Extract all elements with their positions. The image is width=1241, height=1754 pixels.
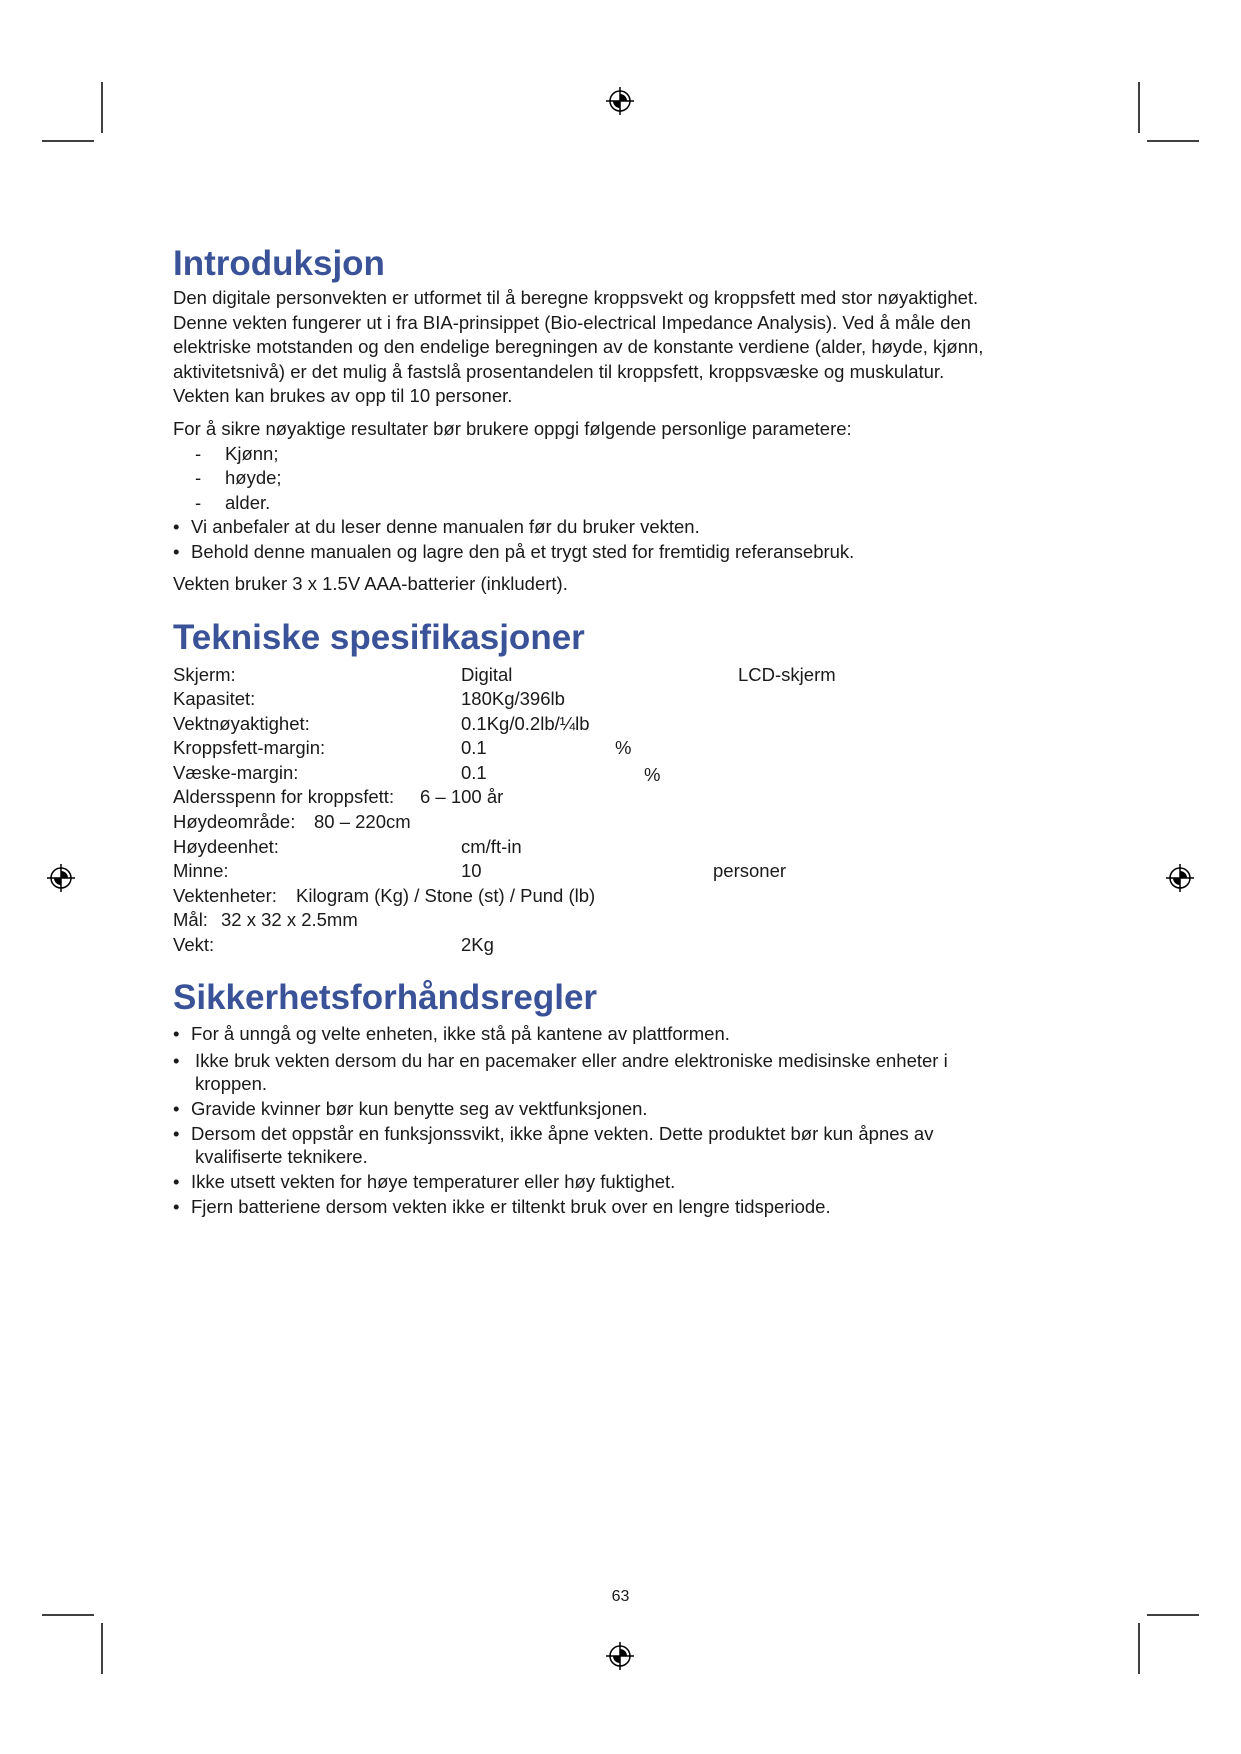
- safety-list: [173, 1022, 1073, 1218]
- param-item: - høyde;: [195, 467, 282, 488]
- safety-bullet: • Dersom det oppstår en funksjonssvikt, ikke åpne vekten. Dette produktet bør kun åpnes av kvalifiserte teknikere.: [173, 1123, 934, 1167]
- safety-bullet: • Gravide kvinner bør kun benytte seg av vektfunksjonen.: [173, 1098, 648, 1119]
- params-intro: For å sikre nøyaktige resultater bør brukere oppgi følgende personlige parametere:: [173, 418, 852, 439]
- intro-line: Den digitale personvekten er utformet til å beregne kroppsvekt og kroppsfett med stor nøyaktighet.: [173, 287, 979, 308]
- intro-bullet: • Behold denne manualen og lagre den på et trygt sted for fremtidig referansebruk.: [173, 540, 855, 562]
- intro-line: elektriske motstanden og den endelige beregningen av de konstante verdiene (alder, høyde, kjønn,: [173, 336, 984, 357]
- params-section: [173, 417, 1073, 564]
- safety-heading: Sikkerhetsforhåndsregler: [173, 978, 598, 1017]
- tech-heading: Tekniske spesifikasjoner: [173, 618, 585, 657]
- intro-line: Vekten kan brukes av opp til 10 personer.: [173, 385, 513, 406]
- param-item: - alder.: [195, 491, 271, 513]
- intro-bullet: • Vi anbefaler at du leser denne manualen før du bruker vekten.: [173, 516, 700, 537]
- intro-paragraph: [173, 286, 1073, 409]
- registration-mark-icon: [1165, 863, 1195, 893]
- safety-bullet: • Fjern batteriene dersom vekten ikke er tiltenkt bruk over en lengre tidsperiode.: [173, 1196, 831, 1217]
- safety-bullet: • For å unngå og velte enheten, ikke stå på kantene av plattformen.: [173, 1023, 730, 1044]
- page-number: 63: [611, 1588, 630, 1605]
- registration-mark-icon: [605, 86, 635, 116]
- param-item: - Kjønn;: [195, 442, 279, 464]
- registration-mark-icon: [46, 863, 76, 893]
- intro-heading: Introduksjon: [173, 244, 385, 283]
- intro-line: aktivitetsnivå) er det mulig å fastslå prosentandelen til kroppsfett, kroppsvæske og muskulatur.: [173, 360, 945, 382]
- battery-note: Vekten bruker 3 x 1.5V AAA-batterier (inkludert).: [173, 573, 568, 594]
- safety-bullet: • Ikke utsett vekten for høye temperaturer eller høy fuktighet.: [173, 1171, 676, 1192]
- registration-mark-icon: [605, 1641, 635, 1671]
- intro-line: Denne vekten fungerer ut i fra BIA-prinsippet (Bio-electrical Impedance Analysis). Ved å måle den: [173, 311, 971, 333]
- safety-bullet: • Ikke bruk vekten dersom du har en pacemaker eller andre elektroniske medisinske enheter i kroppen.: [173, 1050, 948, 1094]
